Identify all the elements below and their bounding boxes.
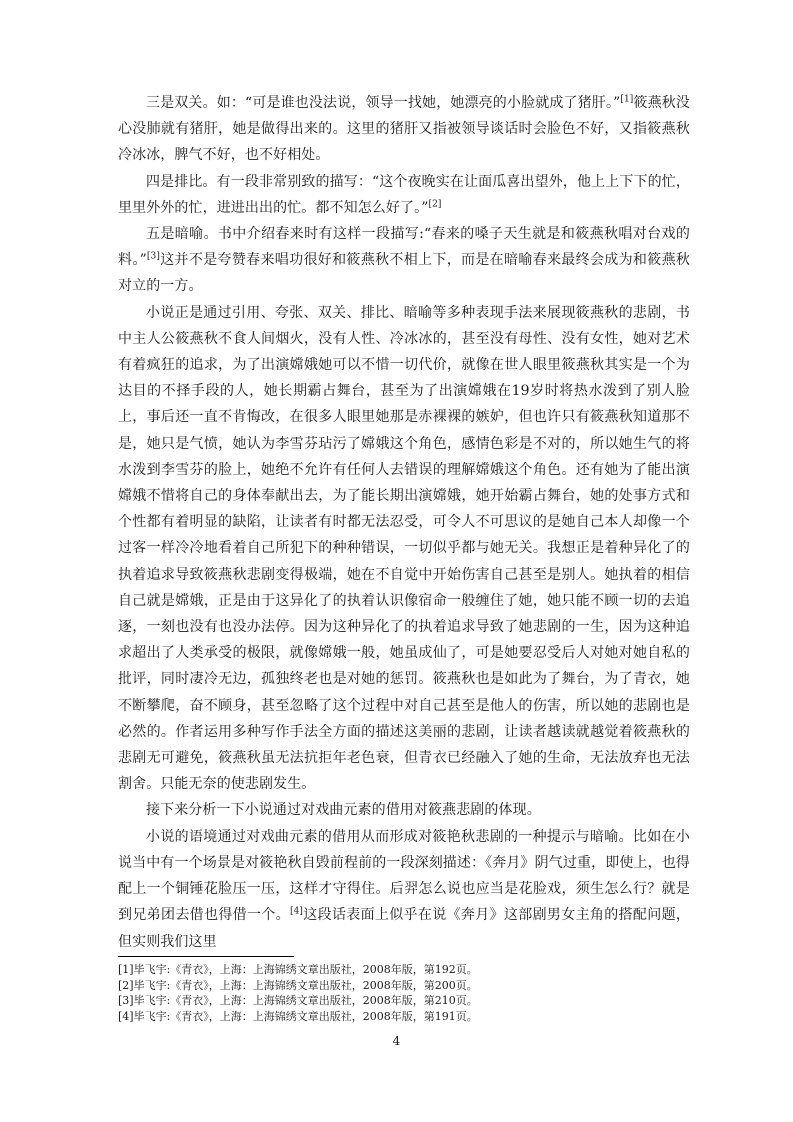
- paragraph: [118, 221, 690, 300]
- footnote-entry: [3]毕飞宇:《青衣》，上海：上海锦绣文章出版社，2008年版，第210页。: [118, 994, 478, 1007]
- paragraph-text: 五是暗喻。书中介绍春来时有这样一段描写:“春来的嗓子天生就是和筱燕秋唱对台戏的料。”: [118, 226, 690, 269]
- footnote-reference: [1]: [620, 94, 634, 105]
- footnote-entry: [4]毕飞宇:《青衣》，上海：上海锦绣文章出版社，2008年版，第191页。: [118, 1009, 478, 1023]
- paragraph-text: 筱燕秋没心没肺就有猪肝，她是做得出来的。这里的猪肝又指被领导谈话时会脸色不好，又指筱燕秋冷冰冰，脾气不好，也不好相处。: [118, 95, 691, 164]
- footnote-divider: [118, 956, 294, 957]
- footnote-reference: [3]: [146, 251, 160, 262]
- paragraph-text: 这段话表面上似乎在说《奔月》这部剧男女主角的搭配问题，但实则我们这里: [118, 907, 690, 950]
- body-text: [118, 90, 690, 955]
- paragraph-text: 小说正是通过引用、夸张、双关、排比、暗喻等多种表现手法来展现筱燕秋的悲剧，书中主人公筱燕秋不食人间烟火，没有人性、冷冰冰的，甚至没有母性、没有女性，她对艺术有着疯狂的追求，为了出演嫦娥她可以不惜一切代价，就像在世人眼里筱燕秋其实是一个为达目的不择手段的人，她长期霸占舞台，甚至为了出演嫦娥在19岁时将热水泼到了别人脸上，事后还一直不肯悔改，在很多人眼里她那是赤裸裸的嫉妒，但也许只有筱燕秋知道那不是，她只是气愤，她认为李雪芬玷污了嫦娥这个角色，感情色彩是不对的，所以她生气的将水泼到李雪芬的脸上，她绝不允许有任何人去错误的理解嫦娥这个角色。还有她为了能出演嫦娥不惜将自己的身体奉献出去，为了能长期出演嫦娥，她开始霸占舞台，她的处事方式和个性都有着明显的缺陷，让读者有时都无法忍受，可令人不可思议的是她自己本人却像一个过客一样冷冷地看着自己所犯下的种种错误，一切似乎都与她无关。我想正是着种异化了的执着追求导致筱燕秋悲剧变得极端，她在不自觉中开始伤害自己甚至是别人。她执着的相信自己就是嫦娥，正是由于这异化了的执着认识像宿命一般缠住了她，她只能不顾一切的去追逐，一刻也没有也没办法停。因为这种异化了的执着追求导致了她悲剧的一生，因为这种追求超出了人类承受的极限，就像嫦娥一般，她虽成仙了，可是她要忍受后人对她对她自私的批评，同时凄冷无边，孤独终老也是对她的惩罚。筱燕秋也是如此为了舞台，为了青衣，她不断攀爬，奋不顾身，甚至忽略了这个过程中对自己甚至是他人的伤害，所以她的悲剧也是必然的。作者运用多种写作手法全方面的描述这美丽的悲剧，让读者越读就越觉着筱燕秋的悲剧无可避免，筱燕秋虽无法抗拒年老色衰，但青衣已经融入了她的生命，无法放弃也无法割舍。只能无奈的使悲剧发生。: [118, 304, 690, 793]
- page-number: 4: [392, 1034, 401, 1048]
- paragraph: [118, 300, 690, 798]
- paragraph-text: 三是双关。如：“可是谁也没法说，领导一找她，她漂亮的小脸就成了猪肝。”: [146, 95, 621, 111]
- paragraph-text: 接下来分析一下小说通过对戏曲元素的借用对筱燕悲剧的体现。: [146, 802, 541, 819]
- footnote-entry: [2]毕飞宇:《青衣》，上海：上海锦绣文章出版社，2008年版，第200页。: [118, 978, 478, 992]
- paragraph: [118, 169, 690, 221]
- paragraph-text: 四是排比。有一段非常别致的描写：“这个夜晚实在让面瓜喜出望外，他上上下下的忙，里里外外的忙，进进出出的忙。都不知怎么好了。”: [118, 173, 690, 216]
- paragraph-text: 这并不是夸赞春来唱功很好和筱燕秋不相上下，而是在暗喻春来最终会成为和筱燕秋对立的一方。: [118, 252, 690, 295]
- footnote-entry: [1]毕飞宇:《青衣》，上海：上海锦绣文章出版社，2008年版，第192页。: [118, 963, 478, 976]
- paragraph: [118, 797, 690, 823]
- paragraph: [118, 90, 690, 169]
- footnote-reference: [2]: [428, 199, 442, 210]
- paragraph-text: 小说的语境通过对戏曲元素的借用从而形成对筱艳秋悲剧的一种提示与暗喻。比如在小说当中有一个场景是对筱艳秋自毁前程前的一段深刻描述：《奔月》阴气过重，即使上，也得配上一个铜锤花脸压一压，这样才守得住。后羿怎么说也应当是花脸戏，须生怎么行？就是到兄弟团去借也得借一个。: [118, 828, 690, 924]
- paragraph: [118, 824, 690, 955]
- footnote-reference: [4]: [289, 906, 304, 917]
- footnotes: [118, 962, 690, 1024]
